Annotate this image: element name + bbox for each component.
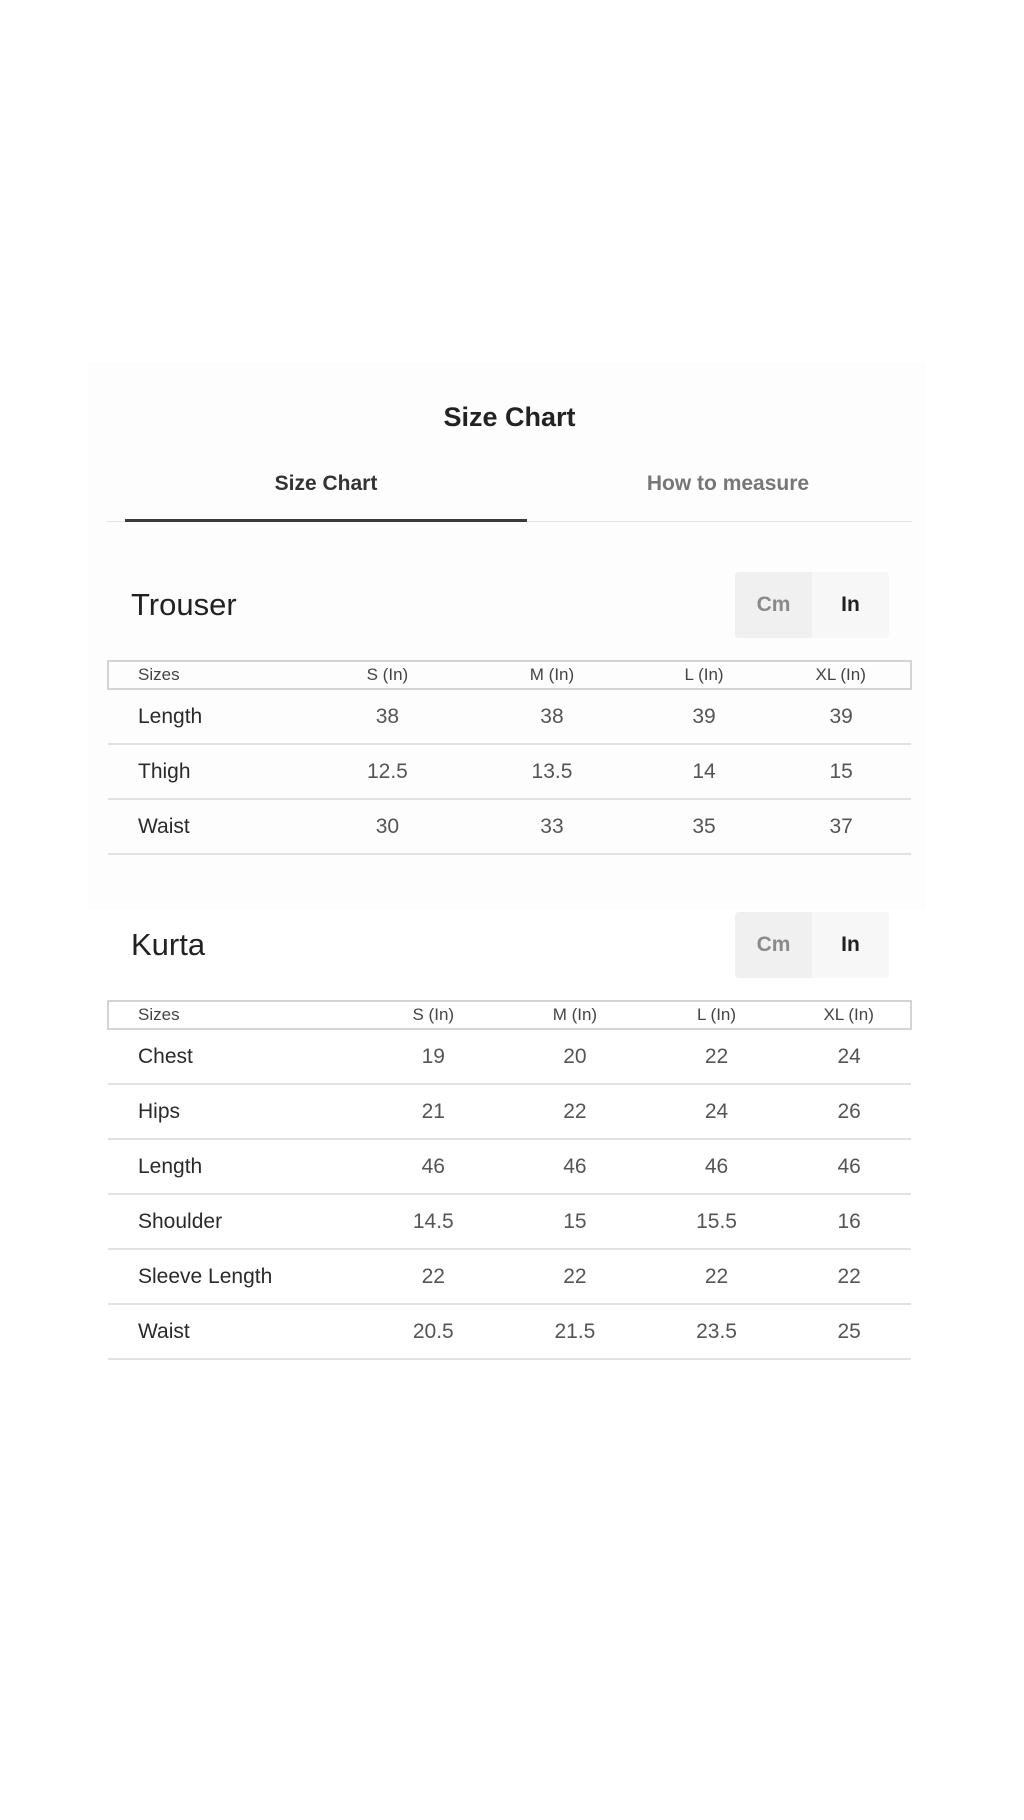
cell-value: 46 (421, 1154, 445, 1178)
cell-value: 20.5 (412, 1319, 454, 1343)
trouser-in-button[interactable]: In (812, 572, 889, 638)
cell-value: 37 (829, 814, 853, 838)
row-label: Waist (138, 814, 190, 838)
table-header-row (108, 1001, 911, 1029)
row-label: Sleeve Length (138, 1264, 273, 1288)
row-label: Chest (138, 1044, 193, 1068)
cell-value: 20 (563, 1044, 587, 1068)
cell-value: 22 (704, 1044, 729, 1068)
trouser-unit-toggle (735, 572, 889, 638)
table-row (108, 1029, 911, 1084)
cell-value: 22 (837, 1264, 861, 1288)
row-label: Hips (138, 1099, 181, 1123)
cell-value: 33 (540, 814, 564, 838)
table-row (108, 689, 911, 744)
cell-value: 14.5 (412, 1209, 454, 1233)
cell-value: 22 (421, 1264, 445, 1288)
kurta-in-button[interactable]: In (812, 912, 889, 978)
cell-value: 46 (563, 1154, 587, 1178)
cell-value: 13.5 (531, 759, 573, 783)
header-s: S (In) (362, 1001, 504, 1029)
cell-value: 39 (829, 704, 853, 728)
cell-value: 12.5 (366, 759, 408, 783)
cell-value: 46 (837, 1154, 861, 1178)
trouser-size-table (107, 660, 912, 855)
table-row (108, 744, 911, 799)
row-label: Waist (138, 1319, 190, 1343)
table-row (108, 799, 911, 854)
cell-value: 26 (837, 1099, 861, 1123)
header-xl: XL (In) (771, 661, 911, 689)
kurta-cm-button[interactable]: Cm (735, 912, 812, 978)
header-l: L (In) (637, 661, 772, 689)
row-label: Length (138, 1154, 203, 1178)
trouser-cm-button[interactable]: Cm (735, 572, 812, 638)
cell-value: 24 (704, 1099, 729, 1123)
cell-value: 14 (692, 759, 716, 783)
header-l: L (In) (646, 1001, 788, 1029)
table-row (108, 1194, 911, 1249)
header-xl: XL (In) (787, 1001, 911, 1029)
cell-value: 22 (704, 1264, 729, 1288)
cell-value: 21.5 (554, 1319, 596, 1343)
cell-value: 39 (692, 704, 716, 728)
kurta-unit-toggle (735, 912, 889, 978)
tab-size-chart[interactable]: Size Chart (125, 462, 527, 522)
cell-value: 24 (837, 1044, 861, 1068)
header-sizes: Sizes (108, 1001, 362, 1029)
header-s: S (In) (308, 661, 468, 689)
tab-bar (107, 462, 912, 522)
kurta-title: Kurta (131, 927, 206, 962)
cell-value: 16 (837, 1209, 861, 1233)
row-label: Thigh (138, 759, 191, 783)
tab-how-to-measure[interactable]: How to measure (646, 472, 810, 495)
table-row (108, 1139, 911, 1194)
trouser-title: Trouser (131, 587, 237, 622)
cell-value: 46 (704, 1154, 729, 1178)
header-m: M (In) (504, 1001, 646, 1029)
table-row (108, 1249, 911, 1304)
cell-value: 35 (692, 814, 716, 838)
table-row (108, 1304, 911, 1359)
cell-value: 15 (829, 759, 853, 783)
cell-value: 23.5 (696, 1319, 737, 1343)
cell-value: 25 (837, 1319, 861, 1343)
cell-value: 19 (421, 1044, 445, 1068)
table-header-row (108, 661, 911, 689)
cell-value: 22 (563, 1099, 587, 1123)
kurta-size-table (107, 1000, 912, 1360)
cell-value: 38 (540, 704, 564, 728)
row-label: Shoulder (138, 1209, 223, 1233)
modal-title: Size Chart (443, 402, 576, 432)
header-m: M (In) (467, 661, 637, 689)
cell-value: 22 (563, 1264, 587, 1288)
cell-value: 38 (375, 704, 400, 728)
cell-value: 15.5 (696, 1209, 737, 1233)
cell-value: 30 (375, 814, 400, 838)
table-row (108, 1084, 911, 1139)
header-sizes: Sizes (108, 661, 308, 689)
cell-value: 15 (563, 1209, 587, 1233)
cell-value: 21 (421, 1099, 445, 1123)
row-label: Length (138, 704, 203, 728)
